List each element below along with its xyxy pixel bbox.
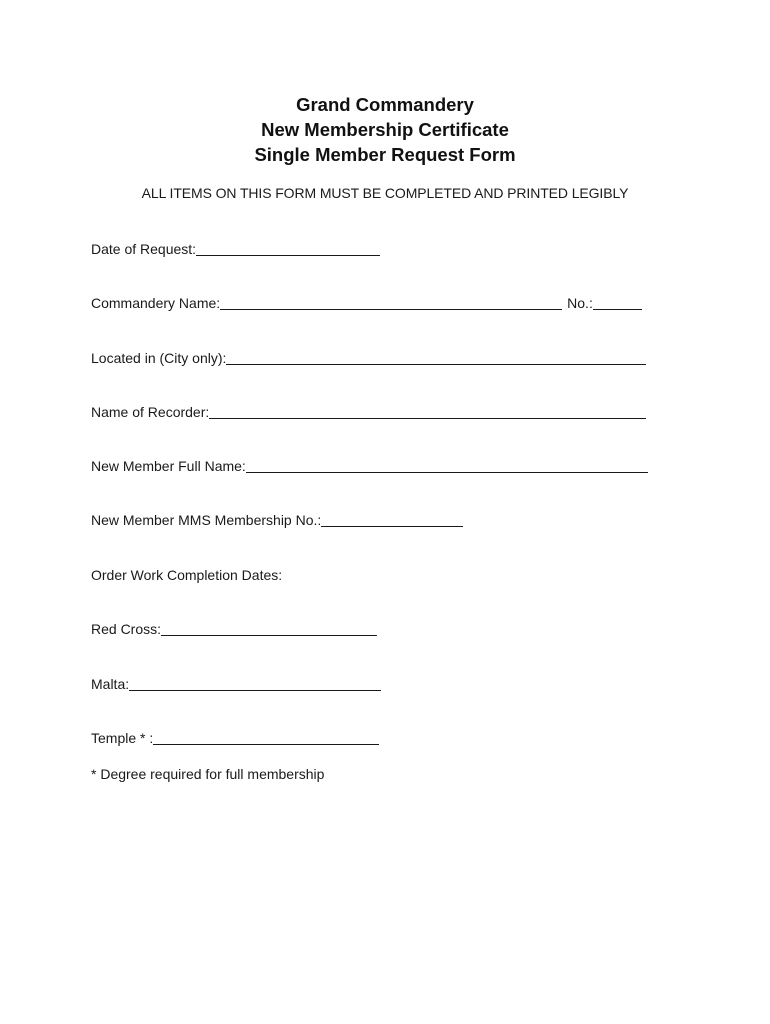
mms-number-field: [91, 511, 463, 529]
commandery-name-field: [91, 294, 642, 312]
red-cross-label: Red Cross:: [91, 621, 162, 637]
recorder-name-field: [91, 403, 646, 421]
located-in-field: [91, 349, 646, 367]
commandery-no-label: No.:: [567, 295, 593, 311]
order-work-heading: [91, 566, 282, 584]
form-title: [0, 92, 770, 167]
commandery-no-input[interactable]: [593, 295, 642, 310]
located-in-label: Located in (City only):: [91, 350, 227, 366]
located-in-input[interactable]: [226, 350, 646, 365]
recorder-name-label: Name of Recorder:: [91, 404, 210, 420]
date-of-request-label: Date of Request:: [91, 241, 197, 257]
temple-field: [91, 729, 379, 747]
member-full-name-label: New Member Full Name:: [91, 458, 246, 474]
member-full-name-field: [91, 457, 648, 475]
title-line-1: Grand Commandery: [296, 94, 474, 115]
commandery-name-input[interactable]: [220, 295, 562, 310]
date-of-request-field: [91, 240, 380, 258]
malta-label: Malta:: [91, 676, 130, 692]
recorder-name-input[interactable]: [209, 404, 646, 419]
order-work-heading-label: Order Work Completion Dates:: [91, 567, 283, 583]
malta-input[interactable]: [129, 676, 381, 691]
temple-input[interactable]: [153, 730, 379, 745]
mms-number-input[interactable]: [321, 512, 463, 527]
date-of-request-input[interactable]: [196, 241, 380, 256]
mms-number-label: New Member MMS Membership No.:: [91, 512, 322, 528]
malta-field: [91, 675, 381, 693]
red-cross-field: [91, 620, 377, 638]
title-line-3: Single Member Request Form: [254, 144, 516, 165]
temple-label: Temple * :: [91, 730, 154, 746]
title-line-2: New Membership Certificate: [261, 119, 509, 140]
red-cross-input[interactable]: [161, 621, 377, 636]
commandery-name-label: Commandery Name:: [91, 295, 221, 311]
footnote: * Degree required for full membership: [91, 766, 325, 782]
form-instruction: ALL ITEMS ON THIS FORM MUST BE COMPLETED AND PRINTED LEGIBLY: [141, 185, 629, 201]
member-full-name-input[interactable]: [246, 458, 648, 473]
